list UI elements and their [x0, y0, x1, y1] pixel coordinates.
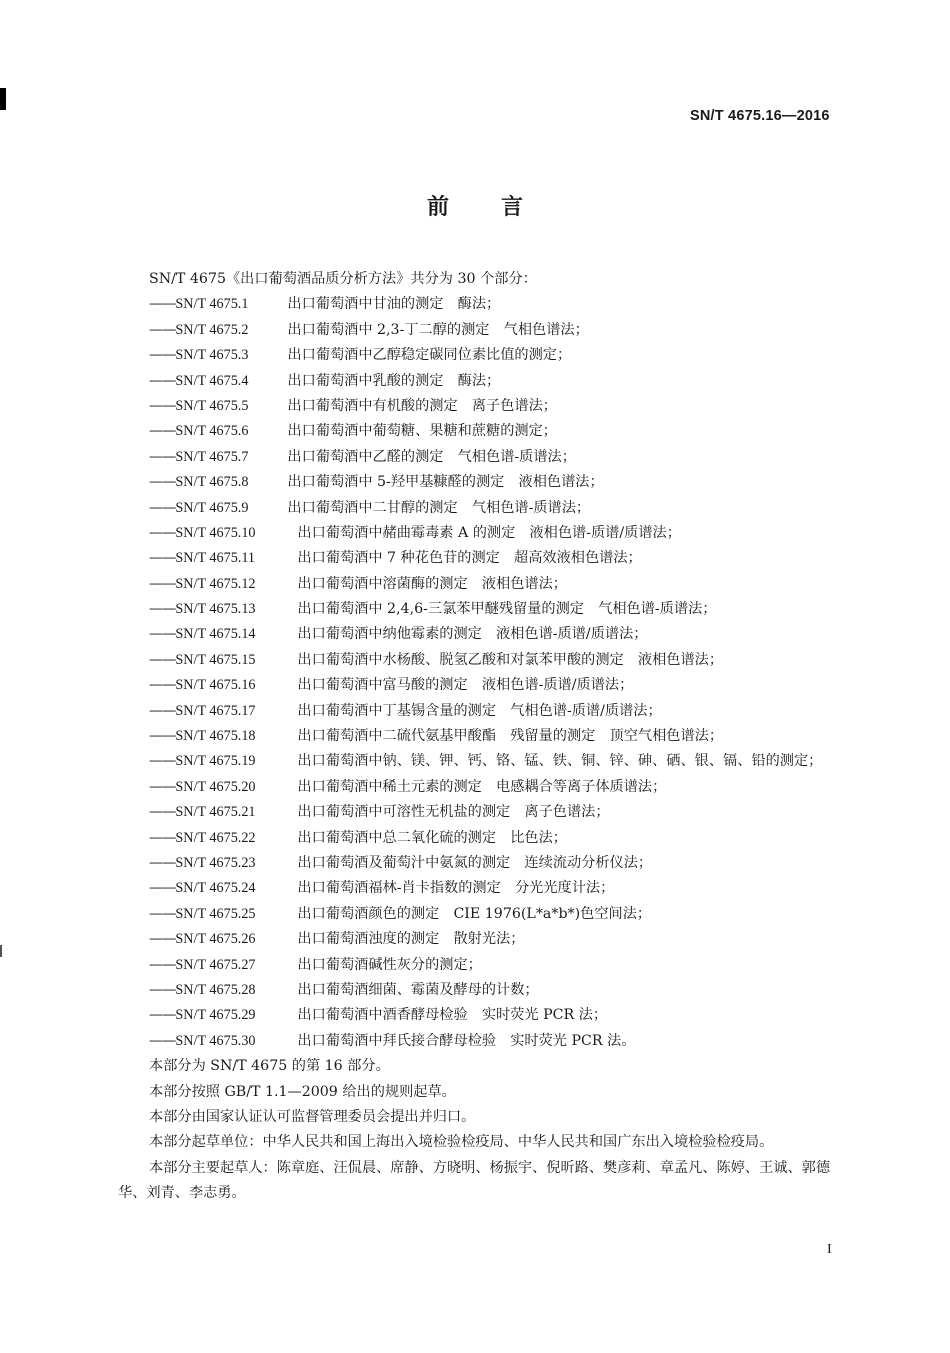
part-title: 出口葡萄酒中 7 种花色苷的测定 超高效液相色谱法； — [297, 550, 642, 567]
list-dash: —— — [149, 347, 176, 364]
part-code: SN/T 4675.20 — [175, 778, 256, 795]
list-dash: —— — [149, 524, 176, 541]
part-item — [118, 369, 858, 394]
part-item — [118, 648, 858, 673]
list-dash: —— — [149, 296, 176, 313]
paragraph-drafting-units: 本部分起草单位：中华人民共和国上海出入境检验检疫局、中华人民共和国广东出入境检验检疫局。 — [149, 1134, 774, 1151]
list-dash: —— — [149, 753, 176, 770]
intro-line: SN/T 4675《出口葡萄酒品质分析方法》共分为 30 个部分： — [149, 271, 537, 287]
part-item — [118, 470, 858, 495]
part-item — [118, 597, 858, 622]
parts-list — [118, 292, 858, 1054]
paragraph-drafting-rules: 本部分按照 GB/T 1.1—2009 给出的规则起草。 — [149, 1083, 456, 1100]
part-title: 出口葡萄酒中酒香酵母检验 实时荧光 PCR 法； — [297, 1007, 608, 1024]
list-dash: —— — [149, 423, 176, 440]
part-title: 出口葡萄酒中二硫代氨基甲酸酯 残留量的测定 顶空气相色谱法； — [297, 728, 724, 745]
part-title: 出口葡萄酒颜色的测定 CIE 1976(L*a*b*)色空间法； — [297, 905, 652, 922]
part-item — [118, 572, 858, 597]
list-dash: —— — [149, 550, 176, 567]
part-code: SN/T 4675.9 — [175, 499, 249, 516]
part-item — [118, 851, 858, 876]
part-item — [118, 445, 858, 470]
part-title: 出口葡萄酒中 2,3-丁二醇的测定 气相色谱法； — [287, 321, 589, 338]
part-title: 出口葡萄酒浊度的测定 散射光法； — [297, 931, 525, 948]
part-item — [118, 496, 858, 521]
part-item — [118, 419, 858, 444]
part-code: SN/T 4675.4 — [175, 372, 249, 389]
part-code: SN/T 4675.18 — [175, 728, 256, 745]
part-item — [118, 546, 858, 571]
part-code: SN/T 4675.10 — [175, 524, 256, 541]
part-item — [118, 343, 858, 368]
part-title: 出口葡萄酒中溶菌酶的测定 液相色谱法； — [297, 575, 567, 592]
list-dash: —— — [149, 829, 176, 846]
part-item — [118, 953, 858, 978]
list-dash: —— — [149, 499, 176, 516]
scan-mark-mid — [0, 945, 2, 957]
part-item — [118, 292, 858, 317]
paragraph-drafters: 本部分主要起草人：陈章庭、汪侃晨、席静、方晓明、杨振宇、倪昕路、樊彦莉、章孟凡、陈婷、王诚、郭德华、刘青、李志勇。 — [118, 1159, 831, 1202]
list-dash: —— — [149, 981, 176, 998]
part-code: SN/T 4675.14 — [175, 626, 256, 643]
part-item — [118, 902, 858, 927]
list-dash: —— — [149, 880, 176, 897]
part-title: 出口葡萄酒中甘油的测定 酶法； — [287, 296, 501, 313]
part-code: SN/T 4675.15 — [175, 651, 256, 668]
part-title: 出口葡萄酒中乙醛的测定 气相色谱-质谱法； — [287, 448, 576, 465]
part-title: 出口葡萄酒中 5-羟甲基糠醛的测定 液相色谱法； — [287, 474, 604, 491]
part-title: 出口葡萄酒中富马酸的测定 液相色谱-质谱/质谱法； — [297, 677, 634, 694]
part-item — [118, 622, 858, 647]
part-code: SN/T 4675.2 — [175, 321, 249, 338]
list-dash: —— — [149, 804, 176, 821]
part-code: SN/T 4675.21 — [175, 804, 256, 821]
paragraph-part-number: 本部分为 SN/T 4675 的第 16 部分。 — [149, 1058, 390, 1075]
part-code: SN/T 4675.16 — [175, 677, 256, 694]
list-dash: —— — [149, 854, 176, 871]
part-title: 出口葡萄酒中拜氏接合酵母检验 实时荧光 PCR 法。 — [297, 1032, 636, 1049]
page-number: I — [827, 1242, 832, 1257]
part-title: 出口葡萄酒福林-肖卡指数的测定 分光光度计法； — [297, 880, 615, 897]
list-dash: —— — [149, 702, 176, 719]
part-code: SN/T 4675.22 — [175, 829, 256, 846]
list-dash: —— — [149, 677, 176, 694]
list-dash: —— — [149, 1007, 176, 1024]
part-title: 出口葡萄酒中二甘醇的测定 气相色谱-质谱法； — [287, 499, 591, 516]
part-item — [118, 876, 858, 901]
list-dash: —— — [149, 651, 176, 668]
part-code: SN/T 4675.19 — [175, 753, 256, 770]
part-code: SN/T 4675.25 — [175, 905, 256, 922]
standard-code: SN/T 4675.16—2016 — [690, 108, 830, 124]
part-code: SN/T 4675.7 — [175, 448, 249, 465]
part-item — [118, 521, 858, 546]
part-title: 出口葡萄酒中赭曲霉毒素 A 的测定 液相色谱-质谱/质谱法； — [297, 524, 681, 541]
part-title: 出口葡萄酒中有机酸的测定 离子色谱法； — [287, 397, 557, 414]
part-item — [118, 775, 858, 800]
part-code: SN/T 4675.29 — [175, 1007, 256, 1024]
part-code: SN/T 4675.12 — [175, 575, 256, 592]
part-title: 出口葡萄酒碱性灰分的测定； — [297, 956, 482, 973]
part-code: SN/T 4675.13 — [175, 601, 256, 618]
part-item — [118, 927, 858, 952]
part-title: 出口葡萄酒中可溶性无机盐的测定 离子色谱法； — [297, 804, 610, 821]
part-code: SN/T 4675.5 — [175, 397, 249, 414]
list-dash: —— — [149, 448, 176, 465]
list-dash: —— — [149, 626, 176, 643]
part-code: SN/T 4675.26 — [175, 931, 256, 948]
part-code: SN/T 4675.3 — [175, 347, 249, 364]
part-code: SN/T 4675.1 — [175, 296, 249, 313]
list-dash: —— — [149, 1032, 176, 1049]
part-title: 出口葡萄酒中乙醇稳定碳同位素比值的测定； — [287, 347, 572, 364]
page-title: 前言 — [426, 194, 575, 220]
list-dash: —— — [149, 575, 176, 592]
list-dash: —— — [149, 905, 176, 922]
part-code: SN/T 4675.28 — [175, 981, 256, 998]
part-item — [118, 826, 858, 851]
part-code: SN/T 4675.11 — [175, 550, 255, 567]
part-title: 出口葡萄酒中钠、镁、钾、钙、铬、锰、铁、铜、锌、砷、硒、银、镉、铅的测定； — [297, 753, 823, 770]
part-title: 出口葡萄酒中葡萄糖、果糖和蔗糖的测定； — [287, 423, 557, 440]
scan-mark-top — [0, 88, 6, 110]
list-dash: —— — [149, 321, 176, 338]
list-dash: —— — [149, 956, 176, 973]
part-item — [118, 1003, 858, 1028]
part-code: SN/T 4675.6 — [175, 423, 249, 440]
part-item — [118, 699, 858, 724]
list-dash: —— — [149, 931, 176, 948]
part-code: SN/T 4675.30 — [175, 1032, 256, 1049]
document-body — [118, 267, 858, 1207]
part-item — [118, 394, 858, 419]
part-item — [118, 724, 858, 749]
part-title: 出口葡萄酒细菌、霉菌及酵母的计数； — [297, 981, 539, 998]
part-code: SN/T 4675.24 — [175, 880, 256, 897]
part-item — [118, 978, 858, 1003]
part-title: 出口葡萄酒中丁基锡含量的测定 气相色谱-质谱/质谱法； — [297, 702, 662, 719]
list-dash: —— — [149, 601, 176, 618]
part-title: 出口葡萄酒中 2,4,6-三氯苯甲醚残留量的测定 气相色谱-质谱法； — [297, 601, 717, 618]
list-dash: —— — [149, 397, 176, 414]
part-title: 出口葡萄酒中总二氧化硫的测定 比色法； — [297, 829, 567, 846]
part-code: SN/T 4675.17 — [175, 702, 256, 719]
list-dash: —— — [149, 778, 176, 795]
part-title: 出口葡萄酒及葡萄汁中氨氮的测定 连续流动分析仪法； — [297, 854, 653, 871]
part-title: 出口葡萄酒中纳他霉素的测定 液相色谱-质谱/质谱法； — [297, 626, 648, 643]
part-item — [118, 749, 858, 774]
part-code: SN/T 4675.27 — [175, 956, 256, 973]
paragraph-proposed-by: 本部分由国家认证认可监督管理委员会提出并归口。 — [149, 1108, 476, 1125]
part-item — [118, 673, 858, 698]
part-title: 出口葡萄酒中乳酸的测定 酶法； — [287, 372, 501, 389]
part-item — [118, 800, 858, 825]
list-dash: —— — [149, 474, 176, 491]
part-title: 出口葡萄酒中水杨酸、脱氢乙酸和对氯苯甲酸的测定 液相色谱法； — [297, 651, 724, 668]
part-code: SN/T 4675.8 — [175, 474, 249, 491]
list-dash: —— — [149, 372, 176, 389]
list-dash: —— — [149, 728, 176, 745]
part-item — [118, 1029, 858, 1054]
part-title: 出口葡萄酒中稀土元素的测定 电感耦合等离子体质谱法； — [297, 778, 667, 795]
part-item — [118, 318, 858, 343]
part-code: SN/T 4675.23 — [175, 854, 256, 871]
